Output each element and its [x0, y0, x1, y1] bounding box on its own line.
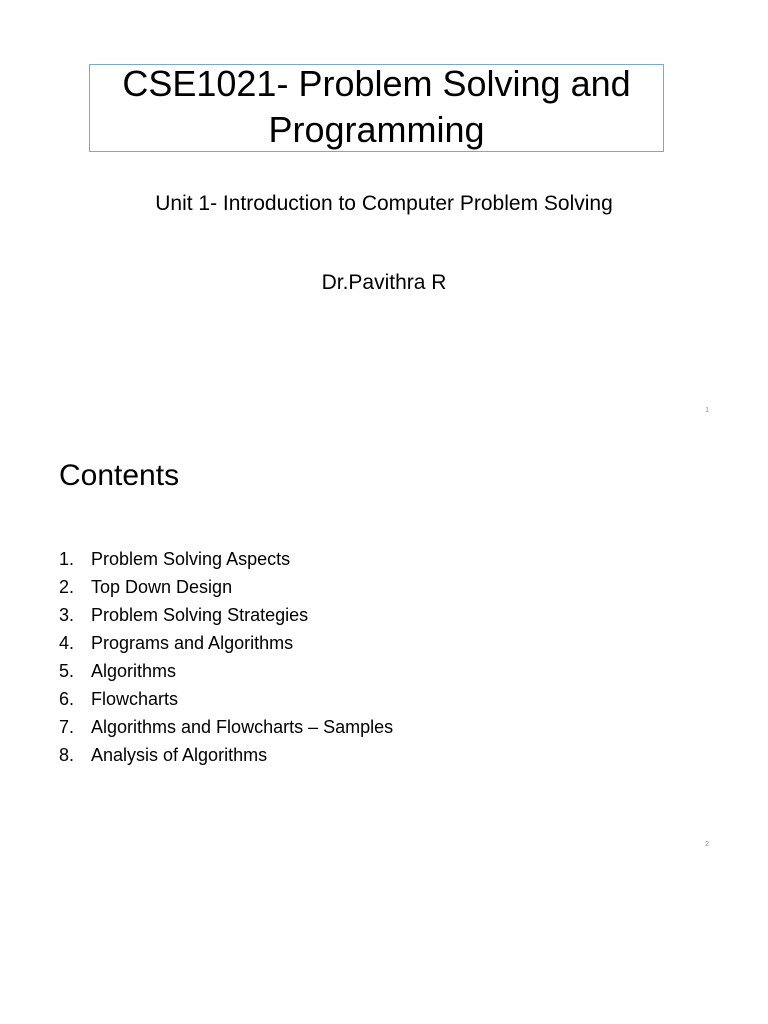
list-item-number: 5. — [59, 661, 75, 681]
list-item-number: 2. — [59, 577, 75, 597]
list-item-label: Top Down Design — [91, 577, 233, 597]
list-item — [59, 545, 393, 573]
contents-list — [59, 545, 393, 769]
title-box — [89, 64, 664, 152]
slide-number: 2 — [705, 841, 709, 848]
contents-heading: Contents — [59, 459, 180, 492]
author: Dr.Pavithra R — [321, 271, 447, 294]
list-item-number: 3. — [59, 605, 75, 625]
title-line-1: CSE1021- Problem Solving and — [122, 63, 631, 104]
list-item-number: 4. — [59, 633, 75, 653]
list-item — [59, 629, 393, 657]
title-line-2: Programming — [268, 109, 485, 150]
slide-number: 1 — [705, 407, 709, 414]
list-item-number: 6. — [59, 689, 75, 709]
list-item — [59, 685, 393, 713]
list-item-label: Algorithms — [91, 661, 177, 681]
list-item-label: Problem Solving Strategies — [91, 605, 309, 625]
list-item-number: 8. — [59, 745, 75, 765]
list-item — [59, 741, 393, 769]
subtitle: Unit 1- Introduction to Computer Problem Solving — [155, 192, 613, 215]
list-item — [59, 713, 393, 741]
title-slide — [0, 0, 768, 432]
list-item-label: Problem Solving Aspects — [91, 549, 291, 569]
list-item-label: Algorithms and Flowcharts – Samples — [91, 717, 394, 737]
list-item-number: 7. — [59, 717, 75, 737]
list-item — [59, 573, 393, 601]
contents-slide — [0, 432, 768, 864]
list-item — [59, 601, 393, 629]
list-item-number: 1. — [59, 549, 75, 569]
list-item-label: Flowcharts — [91, 689, 179, 709]
list-item-label: Analysis of Algorithms — [91, 745, 268, 765]
list-item — [59, 657, 393, 685]
list-item-label: Programs and Algorithms — [91, 633, 294, 653]
